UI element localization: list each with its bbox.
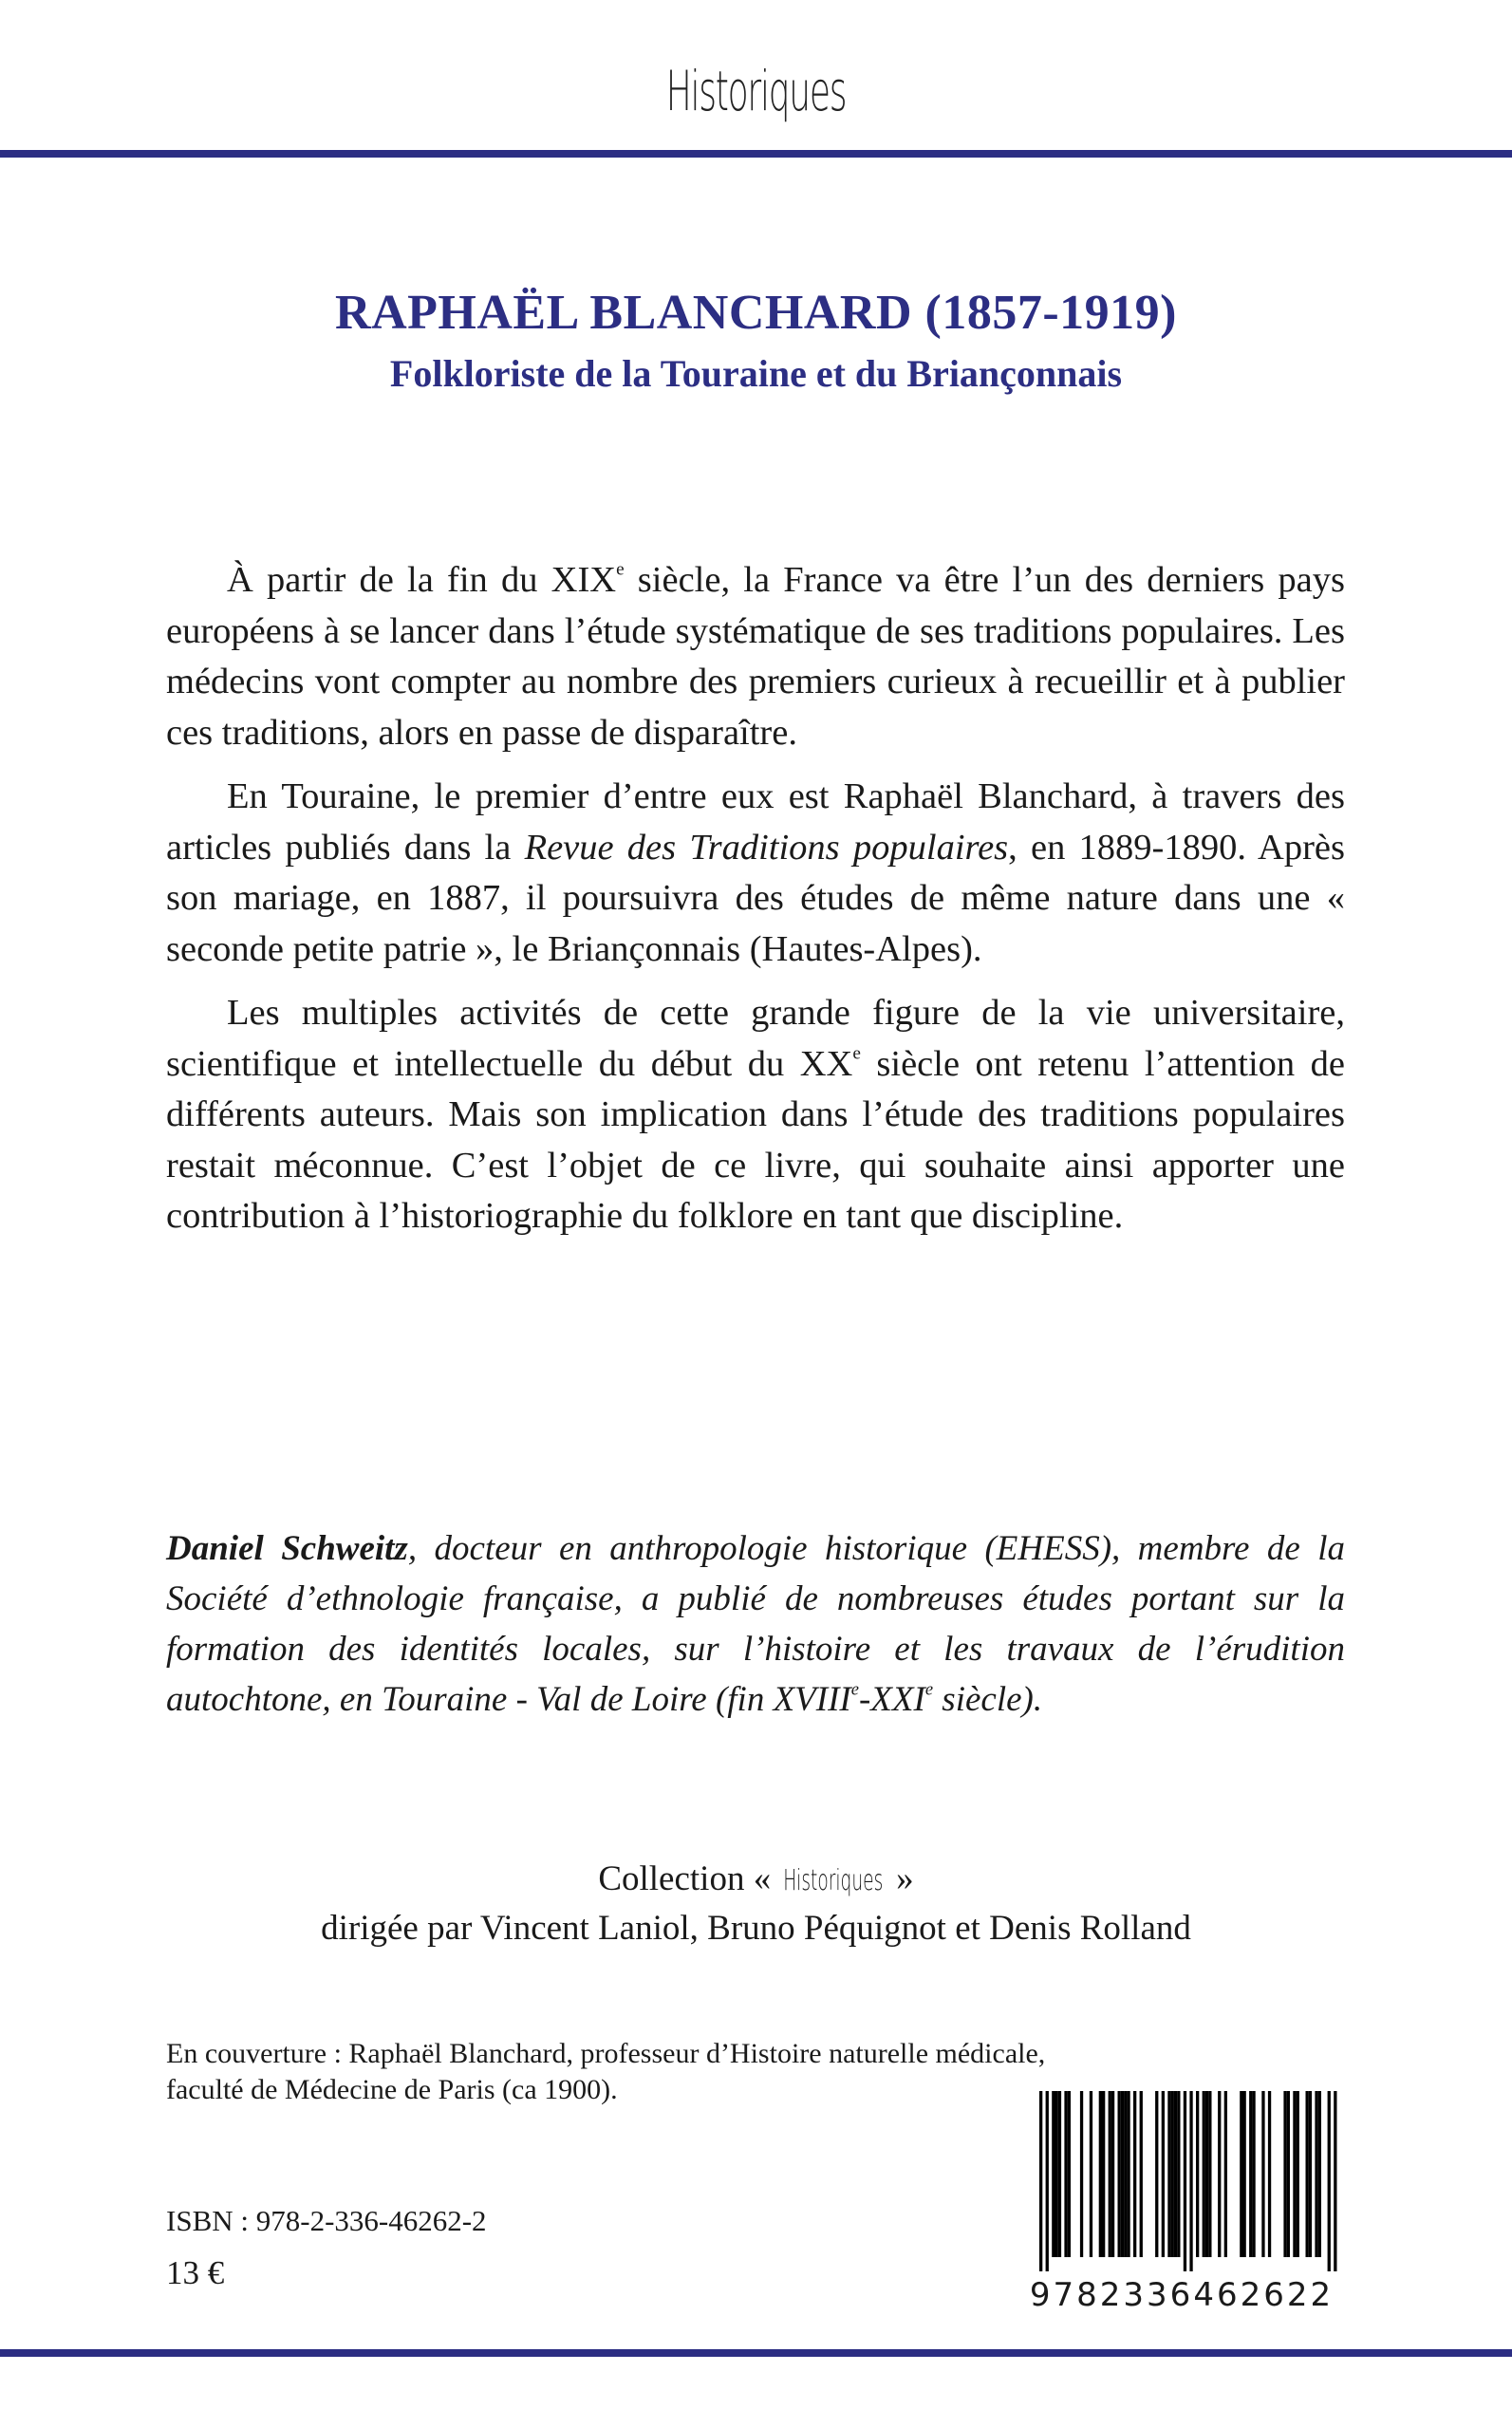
barcode-bar [1068,2091,1071,2257]
barcode-bar [1080,2091,1083,2257]
bottom-rule [0,2349,1512,2357]
barcode-bar [1283,2091,1286,2257]
barcode-bar [1205,2091,1208,2257]
barcode-bar [1099,2091,1102,2257]
barcode-bar [1058,2091,1061,2257]
author-name: Daniel Schweitz [166,1529,408,1568]
barcode-bar [1102,2091,1105,2257]
author-bio: Daniel Schweitz, docteur en anthropologie historique (EHESS), membre de la Société d’ethnologie française, a publié de nombreuses études portant sur la formation des identités locales, sur l’histoire et les travaux de l’érudition autochtone, en Touraine - Val de Loire (fin XVIIIe-XXIe siècle). [166,1529,1346,1719]
barcode-bar [1177,2091,1180,2257]
collection-info [0,1856,1512,1952]
blurb-paragraph-1: À partir de la fin du XIXe siècle, la France va être l’un des derniers pays européens à se lancer dans l’étude systématique de ses traditions populaires. Les médecins vont compter au nombre des premiers curieux à recueillir et à publier ces traditions, alors en passe de disparaître. [166,559,1345,753]
barcode-bar [1240,2091,1242,2257]
barcode-bar [1293,2091,1296,2257]
book-blurb [166,555,1345,1256]
barcode-bar [1111,2091,1114,2257]
barcode-bar [1171,2091,1174,2257]
isbn: ISBN : 978-2-336-46262-2 [166,2204,487,2237]
barcode-bar [1039,2091,1042,2271]
series-name: Historiques [665,59,847,123]
top-rule [0,150,1512,158]
barcode-bar [1090,2091,1092,2257]
barcode-bar [1315,2091,1317,2257]
barcode-bar [1208,2091,1211,2257]
collection-line-1: Collection « Historiques » [0,1856,1512,1905]
barcode-bar [1309,2091,1312,2257]
barcode-bar [1189,2091,1192,2271]
barcode-bar [1243,2091,1246,2257]
barcode-bar [1046,2091,1049,2271]
barcode-bar [1203,2091,1205,2257]
barcode-bar [1334,2091,1336,2271]
collection-directors: dirigée par Vincent Laniol, Bruno Péquignot et Denis Rolland [321,1909,1191,1948]
barcode-bar [1121,2091,1124,2257]
barcode-bar [1287,2091,1290,2257]
barcode-bar [1196,2091,1199,2257]
barcode-bar [1109,2091,1111,2257]
barcode-bar [1118,2091,1121,2257]
barcode-digits: 9782336462622 [1029,2276,1335,2314]
book-subtitle: Folkloriste de la Touraine et du Briançonnais [389,352,1123,395]
barcode-bar [1133,2091,1136,2257]
barcode-bar [1184,2091,1186,2271]
barcode-bar [1155,2091,1158,2257]
blurb-paragraph-2: En Touraine, le premier d’entre eux est Raphaël Blanchard, à travers des articles publiés dans la Revue des Traditions populaires, en 1889-1890. Après son mariage, en 1887, il poursuivra des études de même nature dans une « seconde petite patrie », le Briançonnais (Hautes-Alpes). [166,776,1346,969]
barcode-bar [1162,2091,1165,2257]
barcode-bar [1127,2091,1129,2257]
barcode-bar [1268,2091,1271,2257]
barcode-bar [1224,2091,1227,2257]
barcode-bar [1064,2091,1067,2257]
barcode-bar [1249,2091,1252,2257]
collection-series-name: Historiques [783,1864,884,1897]
cover-credit: En couverture : Raphaël Blanchard, professeur d’Histoire naturelle médicale, faculté de Médecine de Paris (ca 1900). [166,2038,1046,2105]
barcode-bar [1052,2091,1055,2257]
barcode-bar [1140,2091,1143,2257]
book-title: RAPHAËL BLANCHARD (1857-1919) [335,286,1177,340]
barcode-bar [1124,2091,1127,2257]
barcode-bar [1261,2091,1264,2257]
barcode-bar [1167,2091,1170,2257]
blurb-paragraph-3: Les multiples activités de cette grande figure de la vie universitaire, scientifique et intellectuelle du début du XXe siècle ont retenu l’attention de différents auteurs. Mais son implication dans l’étude des traditions populaires restait méconnue. C’est l’objet de ce livre, qui souhaite ainsi apporter une contribution à l’historiographie du folklore en tant que discipline. [166,993,1345,1236]
barcode-bars [1018,2091,1345,2271]
price: 13 € [166,2254,225,2291]
barcode-bar [1174,2091,1177,2257]
barcode-bar [1055,2091,1058,2257]
barcode-bar [1252,2091,1255,2257]
barcode-bar [1218,2091,1221,2257]
barcode-bar [1306,2091,1309,2257]
barcode-bar [1318,2091,1321,2257]
barcode-bar [1297,2091,1299,2257]
barcode-bar [1328,2091,1331,2271]
